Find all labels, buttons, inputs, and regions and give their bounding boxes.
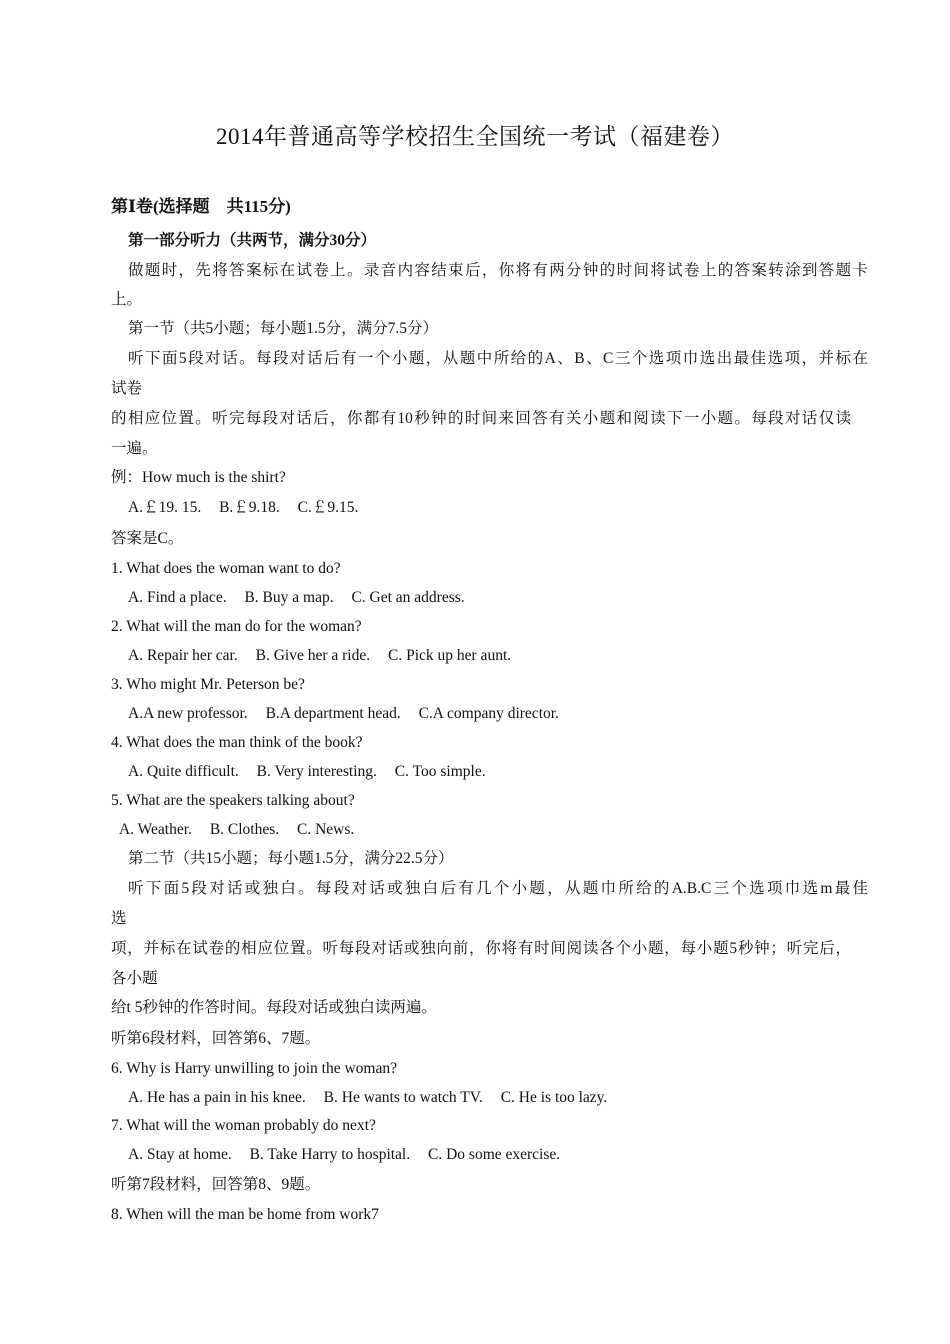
section1-heading: 第一节（共5小题；每小题1.5分，满分7.5分） [128, 320, 439, 337]
option-a: A.￡19. 15. [128, 499, 202, 516]
option-b: B. Take Harry to hospital. [249, 1146, 411, 1163]
question-7: 7. What will the woman probably do next? [111, 1117, 376, 1134]
section2-heading: 第二节（共15小题；每小题1.5分，满分22.5分） [128, 850, 454, 867]
question-2: 2. What will the man do for the woman? [111, 618, 362, 635]
section1-instruction-4: 一遍。 [111, 440, 158, 457]
section1-instruction-3: 的相应位置。听完每段对话后，你都有10秒钟的时间来回答有关小题和阅读下一小题。每段对话仅读 [111, 410, 851, 427]
section2-instruction-1: 听下面5段对话或独白。每段对话或独白后有几个小题，从题巾所给的A.B.C三个选项巾选m最佳 [128, 880, 868, 897]
intro-line-1: 做题时，先将答案标在试卷上。录音内容结束后，你将有两分钟的时间将试卷上的答案转涂到答题卡 [128, 262, 868, 279]
option-b: B. Give her a ride. [255, 647, 371, 664]
question-1: 1. What does the woman want to do? [111, 560, 341, 577]
section1-instruction-1: 听下面5段对话。每段对话后有一个小题，从题中所给的A、B、C三个选项巾选出最佳选项，并标在 [128, 350, 868, 367]
section1-instruction-2: 试卷 [111, 380, 143, 397]
option-c: C. Too simple. [394, 763, 486, 780]
material-6: 听第6段材料，回答第6、7题。 [111, 1030, 321, 1047]
question-5-options [111, 820, 859, 840]
option-b: B. Clothes. [209, 821, 280, 838]
option-a: A. Find a place. [128, 589, 227, 606]
page-title: 2014年普通高等学校招生全国统一考试（福建卷） [216, 124, 734, 149]
question-7-options [111, 1145, 868, 1165]
option-a: A. Repair her car. [128, 647, 238, 664]
section2-instruction-5: 给t 5秒钟的作答时间。每段对话或独白读两遍。 [111, 999, 437, 1016]
option-c: C. Get an address. [351, 589, 465, 606]
option-c: C. He is too lazy. [500, 1089, 608, 1106]
option-a: A. Weather. [119, 821, 192, 838]
question-5: 5. What are the speakers talking about? [111, 792, 355, 809]
option-c: C.A company director. [418, 705, 559, 722]
option-c: C. News. [297, 821, 355, 838]
option-a: A.A new professor. [128, 705, 248, 722]
option-a: A. He has a pain in his knee. [128, 1089, 306, 1106]
question-1-options [111, 588, 868, 608]
example-question: 例：How much is the shirt? [111, 469, 286, 486]
option-b: B.A department head. [265, 705, 401, 722]
option-b: B.￡9.18. [219, 499, 280, 516]
section2-instruction-3: 项，并标在试卷的相应位置。听每段对话或独向前，你将有时间阅读各个小题，每小题5秒钟；听完后， [111, 940, 851, 957]
question-2-options [111, 646, 868, 666]
question-6-options [111, 1088, 868, 1108]
part1-heading: 第一部分听力（共两节，满分30分） [128, 232, 377, 249]
question-8: 8. When will the man be home from work7 [111, 1206, 379, 1223]
option-c: C.￡9.15. [297, 499, 359, 516]
question-3: 3. Who might Mr. Peterson be? [111, 676, 305, 693]
example-options [111, 498, 868, 518]
question-4-options [111, 762, 868, 782]
option-b: B. Buy a map. [244, 589, 334, 606]
option-c: C. Do some exercise. [428, 1146, 561, 1163]
intro-line-2: 上。 [111, 291, 143, 308]
option-c: C. Pick up her aunt. [388, 647, 512, 664]
section2-instruction-2: 选 [111, 910, 127, 927]
question-3-options [111, 704, 868, 724]
material-7: 听第7段材料，回答第8、9题。 [111, 1176, 321, 1193]
option-a: A. Quite difficult. [128, 763, 239, 780]
option-b: B. He wants to watch TV. [323, 1089, 483, 1106]
section2-instruction-4: 各小题 [111, 970, 158, 987]
section-heading: 第Ⅰ卷(选择题 共115分) [111, 197, 291, 216]
question-4: 4. What does the man think of the book? [111, 734, 363, 751]
option-a: A. Stay at home. [128, 1146, 232, 1163]
option-b: B. Very interesting. [256, 763, 377, 780]
question-6: 6. Why is Harry unwilling to join the woman? [111, 1060, 397, 1077]
example-answer: 答案是C。 [111, 530, 184, 547]
